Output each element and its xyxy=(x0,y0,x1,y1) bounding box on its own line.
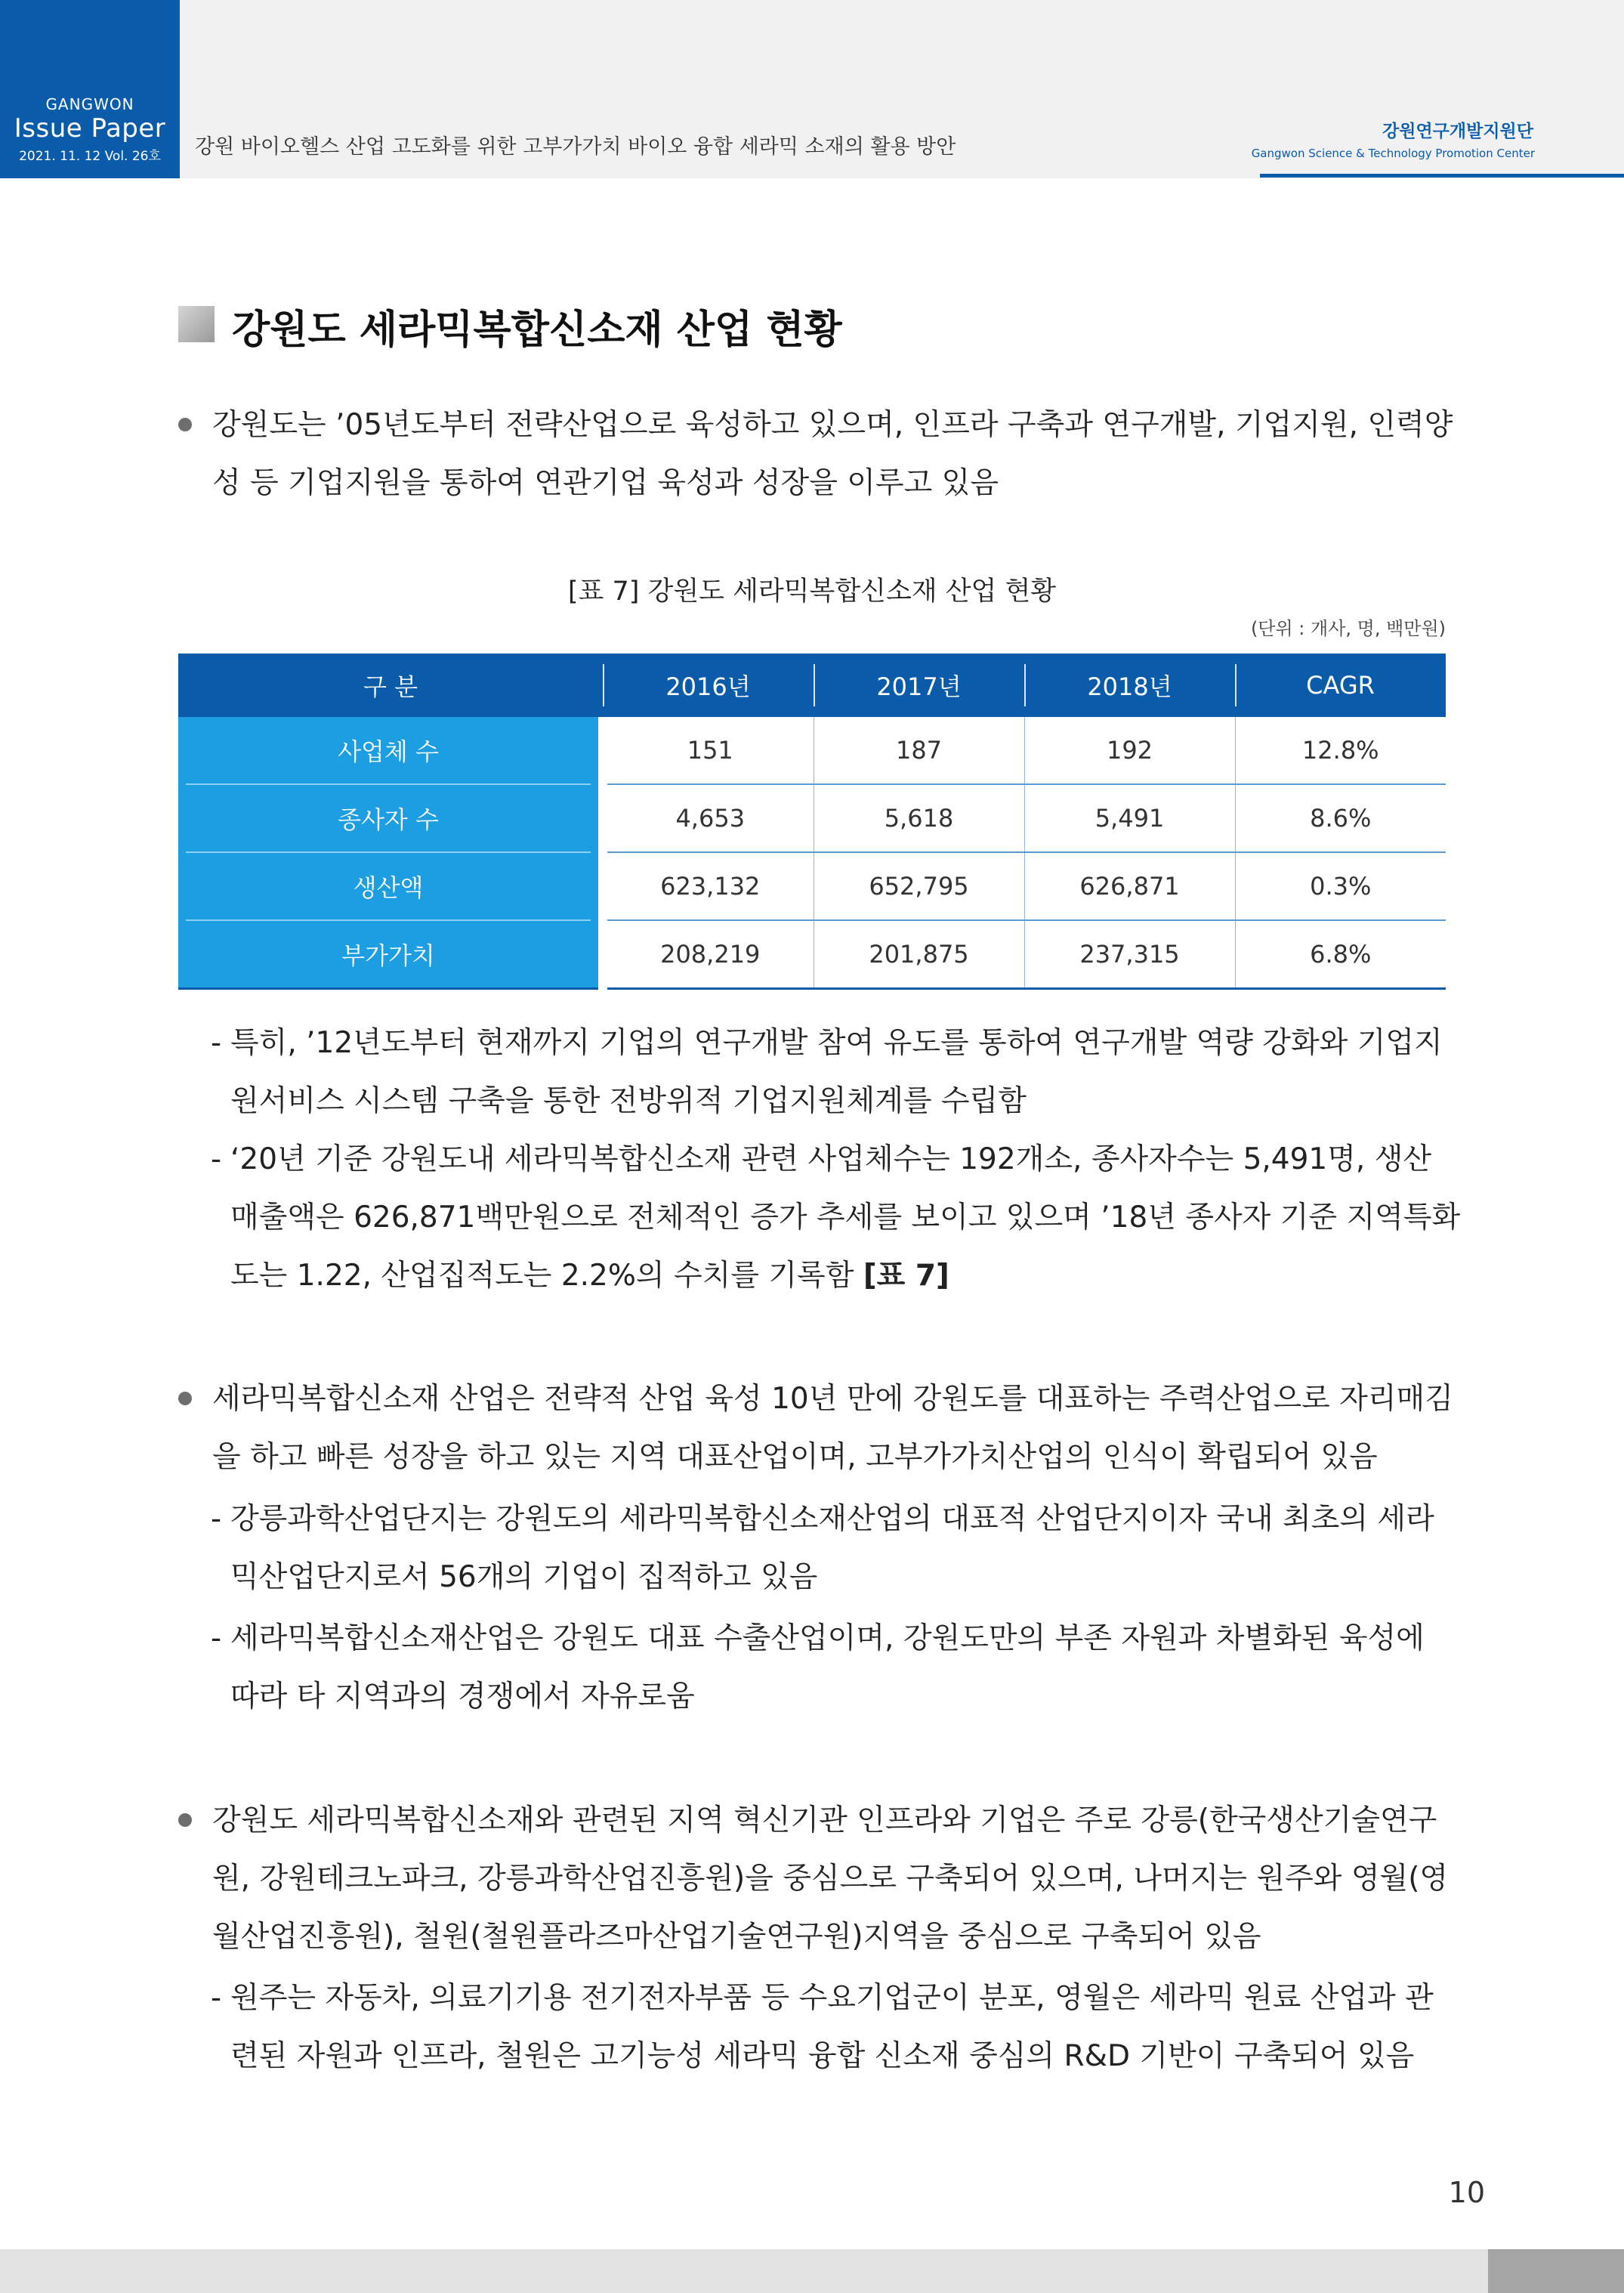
table-cell: 208,219 xyxy=(603,920,814,989)
table-header-row xyxy=(178,654,1446,717)
table-cell: 5,618 xyxy=(814,784,1024,852)
table-row xyxy=(178,717,1446,784)
row-label xyxy=(178,852,603,920)
section-square-icon xyxy=(178,306,215,342)
paragraph-3-line-3: 월산업진흥원), 철원(철원플라즈마산업기술연구원)지역을 중심으로 구축되어 있음 xyxy=(212,1920,1261,1954)
section-title: 강원도 세라믹복합신소재 산업 현황 xyxy=(232,307,842,353)
industry-status-table xyxy=(178,654,1446,990)
document-title: 강원 바이오헬스 산업 고도화를 위한 고부가가치 바이오 융합 세라믹 소재의 활용 방안 xyxy=(195,135,956,159)
dash-marker: - xyxy=(211,1502,222,1536)
brand-box xyxy=(0,0,180,178)
bullet-icon xyxy=(178,418,192,431)
dash-item-2-line-2: 매출액은 626,871백만원으로 전체적인 증가 추세를 보이고 있으며 ’18년 종사자 기준 지역특화 xyxy=(230,1201,1461,1235)
row-label-text: 부가가치 xyxy=(341,941,435,970)
header-accent-line xyxy=(1260,174,1624,178)
column-header-label: CAGR xyxy=(1306,671,1375,700)
paragraph-1-line-1: 강원도는 ’05년도부터 전략산업으로 육성하고 있으며, 인프라 구축과 연구개발, 기업지원, 인력양 xyxy=(212,408,1453,442)
dash-item-4-line-1: 세라믹복합신소재산업은 강원도 대표 수출산업이며, 강원도만의 부존 자원과 차별화된 육성에 xyxy=(230,1621,1425,1655)
row-label-text: 생산액 xyxy=(353,873,424,902)
table-cell: 623,132 xyxy=(603,852,814,920)
column-header xyxy=(814,654,1024,717)
table-cell: 4,653 xyxy=(603,784,814,852)
brand-issue-paper: Issue Paper xyxy=(14,113,166,144)
footer-bar xyxy=(0,2249,1624,2293)
table-cell: 626,871 xyxy=(1024,852,1235,920)
table-unit-note: (단위 : 개사, 명, 백만원) xyxy=(1250,618,1446,639)
row-label xyxy=(178,920,603,989)
table-cell: 652,795 xyxy=(814,852,1024,920)
dash-item-5-line-1: 원주는 자동차, 의료기기용 전기전자부품 등 수요기업군이 분포, 영월은 세라믹 원료 산업과 관 xyxy=(230,1981,1434,2015)
header-divider xyxy=(814,664,815,706)
dash-item-5-line-2: 련된 자원과 인프라, 철원은 고기능성 세라믹 융합 신소재 중심의 R&D 기반이 구축되어 있음 xyxy=(230,2039,1415,2073)
dash-marker: - xyxy=(211,1621,222,1655)
page-header xyxy=(0,0,1624,178)
column-header-label: 2017년 xyxy=(876,672,962,701)
table-cell: 5,491 xyxy=(1024,784,1235,852)
column-header-label: 2016년 xyxy=(665,672,751,701)
table-cell: 187 xyxy=(814,717,1024,784)
table-cell: 8.6% xyxy=(1235,784,1446,852)
row-label-text: 사업체 수 xyxy=(338,737,439,766)
table-cell: 237,315 xyxy=(1024,920,1235,989)
table-cell: 0.3% xyxy=(1235,852,1446,920)
table-row xyxy=(178,852,1446,920)
brand-gangwon: GANGWON xyxy=(45,95,134,113)
table-cell: 201,875 xyxy=(814,920,1024,989)
dash-marker: - xyxy=(211,1142,222,1176)
header-divider xyxy=(1235,664,1237,706)
footer-bar-accent xyxy=(1488,2249,1624,2293)
table-cell: 6.8% xyxy=(1235,920,1446,989)
table-reference: [표 7] xyxy=(863,1259,949,1293)
table-row xyxy=(178,784,1446,852)
dash-item-2-line-3 xyxy=(230,1247,949,1306)
paragraph-3-line-2: 원, 강원테크노파크, 강릉과학산업진흥원)을 중심으로 구축되어 있으며, 나머지는 원주와 영월(영 xyxy=(212,1862,1449,1896)
column-header xyxy=(603,654,814,717)
dash-item-1-line-1: 특히, ’12년도부터 현재까지 기업의 연구개발 참여 유도를 통하여 연구개발 역량 강화와 기업지 xyxy=(230,1026,1443,1060)
header-divider xyxy=(603,664,604,706)
table-caption: [표 7] 강원도 세라믹복합신소재 산업 현황 xyxy=(567,576,1057,607)
table-cell: 12.8% xyxy=(1235,717,1446,784)
header-divider xyxy=(1024,664,1026,706)
dash-item-3-line-2: 믹산업단지로서 56개의 기업이 집적하고 있음 xyxy=(230,1560,818,1594)
bullet-icon xyxy=(178,1392,192,1405)
column-header xyxy=(1235,654,1446,717)
table-row xyxy=(178,920,1446,989)
dash-marker: - xyxy=(211,1026,222,1060)
column-header xyxy=(1024,654,1235,717)
column-header-label: 2018년 xyxy=(1087,672,1172,701)
paragraph-2-line-2: 을 하고 빠른 성장을 하고 있는 지역 대표산업이며, 고부가가치산업의 인식이 확립되어 있음 xyxy=(212,1440,1378,1474)
row-label xyxy=(178,784,603,852)
organization-english-name: Gangwon Science & Technology Promotion Center xyxy=(1251,147,1535,160)
column-header: 구 분 xyxy=(178,654,603,717)
table-cell: 151 xyxy=(603,717,814,784)
row-label xyxy=(178,717,603,784)
dash-item-3-line-1: 강릉과학산업단지는 강원도의 세라믹복합신소재산업의 대표적 산업단지이자 국내 최초의 세라 xyxy=(230,1502,1434,1536)
dash-item-2-line-1: ‘20년 기준 강원도내 세라믹복합신소재 관련 사업체수는 192개소, 종사자수는 5,491명, 생산 xyxy=(230,1142,1432,1176)
page-number: 10 xyxy=(1448,2176,1485,2209)
table-cell: 192 xyxy=(1024,717,1235,784)
dash-item-4-line-2: 따라 타 지역과의 경쟁에서 자유로움 xyxy=(230,1680,695,1714)
paragraph-2-line-1: 세라믹복합신소재 산업은 전략적 산업 육성 10년 만에 강원도를 대표하는 주력산업으로 자리매김 xyxy=(212,1382,1453,1416)
organization-name: 강원연구개발지원단 xyxy=(1382,122,1533,141)
paragraph-3-line-1: 강원도 세라믹복합신소재와 관련된 지역 혁신기관 인프라와 기업은 주로 강릉(한국생산기술연구 xyxy=(212,1803,1437,1837)
dash-item-1-line-2: 원서비스 시스템 구축을 통한 전방위적 기업지원체계를 수립함 xyxy=(230,1084,1027,1118)
bullet-icon xyxy=(178,1813,192,1827)
paragraph-1-line-2: 성 등 기업지원을 통하여 연관기업 육성과 성장을 이루고 있음 xyxy=(212,466,999,500)
brand-date-volume: 2021. 11. 12 Vol. 26호 xyxy=(19,149,161,164)
row-label-text: 종사자 수 xyxy=(338,805,439,834)
dash-item-2-line-3-text: 도는 1.22, 산업집적도는 2.2%의 수치를 기록함 xyxy=(230,1259,863,1293)
dash-marker: - xyxy=(211,1981,222,2015)
